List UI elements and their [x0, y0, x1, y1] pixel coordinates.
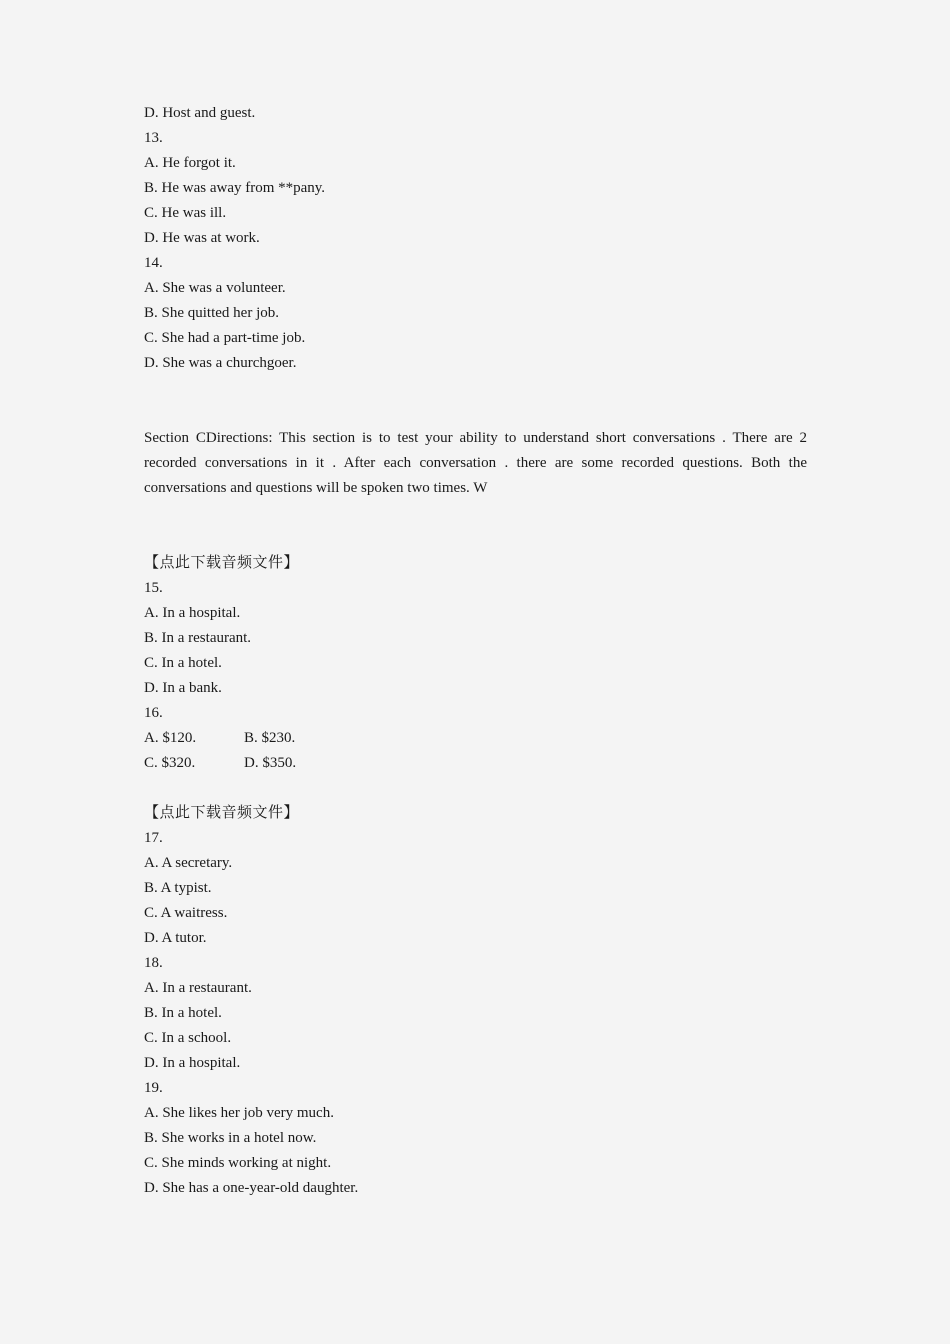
q14-option-b: B. She quitted her job.: [144, 305, 279, 321]
q18-number: 18.: [144, 955, 163, 971]
q18-option-a: A. In a restaurant.: [144, 980, 252, 996]
q14-option-a: A. She was a volunteer.: [144, 280, 286, 296]
q19-option-a: A. She likes her job very much.: [144, 1105, 334, 1121]
spacer: [144, 776, 807, 801]
q15-option-d: D. In a bank.: [144, 680, 222, 696]
spacer: [144, 376, 807, 426]
q18-option-b: B. In a hotel.: [144, 1005, 222, 1021]
q17-number: 17.: [144, 830, 163, 846]
section-c-wrapper: [144, 426, 807, 501]
download-audio-link-2[interactable]: 【点此下载音频文件】: [144, 805, 300, 821]
q19-number: 19.: [144, 1080, 163, 1096]
q14-option-d: D. She was a churchgoer.: [144, 355, 297, 371]
download-audio-link-1[interactable]: 【点此下载音频文件】: [144, 555, 300, 571]
q16-option-b: B. $230.: [244, 730, 296, 746]
q13-option-b: B. He was away from **pany.: [144, 180, 326, 196]
q16-option-a: A. $120.: [144, 730, 197, 746]
q19-option-c: C. She minds working at night.: [144, 1155, 332, 1171]
q17-option-a: A. A secretary.: [144, 855, 233, 871]
q15-option-a: A. In a hospital.: [144, 605, 241, 621]
q17-option-c: C. A waitress.: [144, 905, 228, 921]
q13-option-c: C. He was ill.: [144, 205, 227, 221]
q13-option-a: A. He forgot it.: [144, 155, 236, 171]
section-c-directions: Section CDirections: This section is to test your ability to understand short conversations . There are 2 recorded conversations in it . After each conversation . there are some recorded questions. Both the conversations and questions will be spoken two times. W: [144, 430, 807, 496]
q19-option-b: B. She works in a hotel now.: [144, 1130, 317, 1146]
q17-option-b: B. A typist.: [144, 880, 212, 896]
q16-row-1: [144, 726, 807, 751]
q15-option-b: B. In a restaurant.: [144, 630, 252, 646]
document-page: [144, 101, 807, 1201]
q17-option-d: D. A tutor.: [144, 930, 207, 946]
q13-number: 13.: [144, 130, 163, 146]
q18-option-d: D. In a hospital.: [144, 1055, 241, 1071]
spacer: [144, 501, 807, 551]
q14-option-c: C. She had a part-time job.: [144, 330, 306, 346]
q16-number: 16.: [144, 705, 163, 721]
q12-option-d: D. Host and guest.: [144, 105, 256, 121]
q16-option-d: D. $350.: [244, 755, 297, 771]
q15-number: 15.: [144, 580, 163, 596]
q15-option-c: C. In a hotel.: [144, 655, 222, 671]
q16-option-c: C. $320.: [144, 755, 196, 771]
q14-number: 14.: [144, 255, 163, 271]
q16-row-2: [144, 751, 807, 776]
q18-option-c: C. In a school.: [144, 1030, 232, 1046]
q13-option-d: D. He was at work.: [144, 230, 260, 246]
q19-option-d: D. She has a one-year-old daughter.: [144, 1180, 359, 1196]
